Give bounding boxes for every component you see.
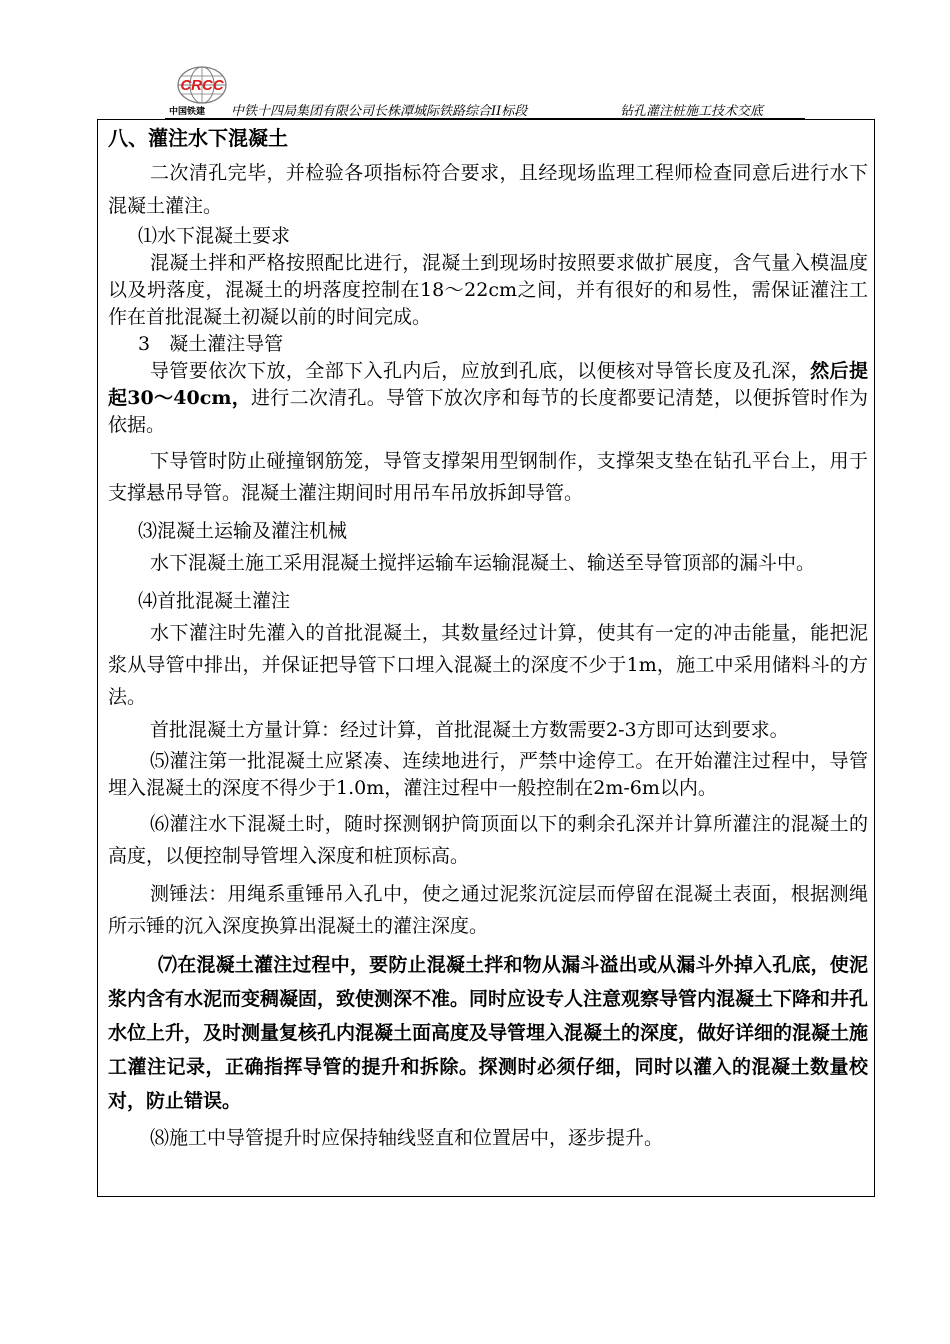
logo-text: CRCC bbox=[180, 77, 224, 94]
subheading: 3 凝土灌注导管 bbox=[138, 333, 284, 355]
subheading: ⑶混凝土运输及灌注机械 bbox=[138, 520, 348, 542]
bold-run: 然后提起30～40cm， bbox=[108, 360, 868, 409]
header-company: 中铁十四局集团有限公司长株潭城际铁路综合II标段 bbox=[231, 104, 528, 119]
text-run: 导管要依次下放，全部下入孔内后，应放到孔底，以便核对导管长度及孔深， bbox=[150, 360, 811, 382]
paragraph: 测锤法：用绳系重锤吊入孔中，使之通过泥浆沉淀层而停留在混凝土表面，根据测绳所示锤的沉入深度换算出混凝土的灌注深度。 bbox=[108, 883, 868, 937]
bold-paragraph: ⑺在混凝土灌注过程中，要防止混凝土拌和物从漏斗溢出或从漏斗外掉入孔底，使泥浆内含有水泥而变稠凝固，致使测深不准。同时应设专人注意观察导管内混凝土下降和井孔水位上升，及时测量复核孔内混凝土面高度及导管埋入混凝土的深度，做好详细的混凝土施工灌注记录，正确指挥导管的提升和拆除。探测时必须仔细，同时以灌入的混凝土数量校对，防止错误。 bbox=[108, 954, 869, 1112]
paragraph: 首批混凝土方量计算：经过计算，首批混凝土方数需要2-3方即可达到要求。 bbox=[150, 719, 789, 741]
paragraph: 水下灌注时先灌入的首批混凝土，其数量经过计算，使其有一定的冲击能量，能把泥浆从导管中排出，并保证把导管下口埋入混凝土的深度不少于1m，施工中采用储料斗的方法。 bbox=[108, 622, 868, 708]
paragraph: ⑹灌注水下混凝土时，随时探测钢护筒顶面以下的剩余孔深并计算所灌注的混凝土的高度，以便控制导管埋入深度和桩顶标高。 bbox=[108, 813, 868, 867]
paragraph: 混凝土拌和严格按照配比进行，混凝土到现场时按照要求做扩展度，含气量入模温度以及坍落度，混凝土的坍落度控制在18～22cm之间，并有很好的和易性，需保证灌注工作在首批混凝土初凝以前的时间完成。 bbox=[108, 252, 868, 328]
header-doc-title: 钻孔灌注桩施工技术交底 bbox=[620, 104, 764, 119]
logo-caption: 中国铁建 bbox=[169, 107, 206, 117]
subheading: ⑷首批混凝土灌注 bbox=[138, 590, 291, 612]
subheading: ⑴水下混凝土要求 bbox=[138, 225, 291, 247]
page-header bbox=[165, 62, 805, 120]
paragraph: 下导管时防止碰撞钢筋笼，导管支撑架用型钢制作，支撑架支垫在钻孔平台上，用于支撑悬吊导管。混凝土灌注期间时用吊车吊放拆卸导管。 bbox=[108, 450, 868, 504]
paragraph: ⑻施工中导管提升时应保持轴线竖直和位置居中，逐步提升。 bbox=[150, 1127, 664, 1149]
paragraph: 二次清孔完毕，并检验各项指标符合要求，且经现场监理工程师检查同意后进行水下混凝土灌注。 bbox=[108, 162, 868, 217]
text-run: 进行二次清孔。导管下放次序和每节的长度都要记清楚，以便拆管时作为依据。 bbox=[108, 387, 868, 436]
paragraph: ⑸灌注第一批混凝土应紧凑、连续地进行，严禁中途停工。在开始灌注过程中，导管埋入混凝土的深度不得少于1.0m，灌注过程中一般控制在2m-6m以内。 bbox=[108, 750, 868, 799]
paragraph bbox=[108, 358, 868, 439]
section-body bbox=[108, 119, 868, 1154]
section-heading: 八、灌注水下混凝土 bbox=[108, 126, 288, 150]
paragraph: 水下混凝土施工采用混凝土搅拌运输车运输混凝土、输送至导管顶部的漏斗中。 bbox=[150, 552, 816, 574]
